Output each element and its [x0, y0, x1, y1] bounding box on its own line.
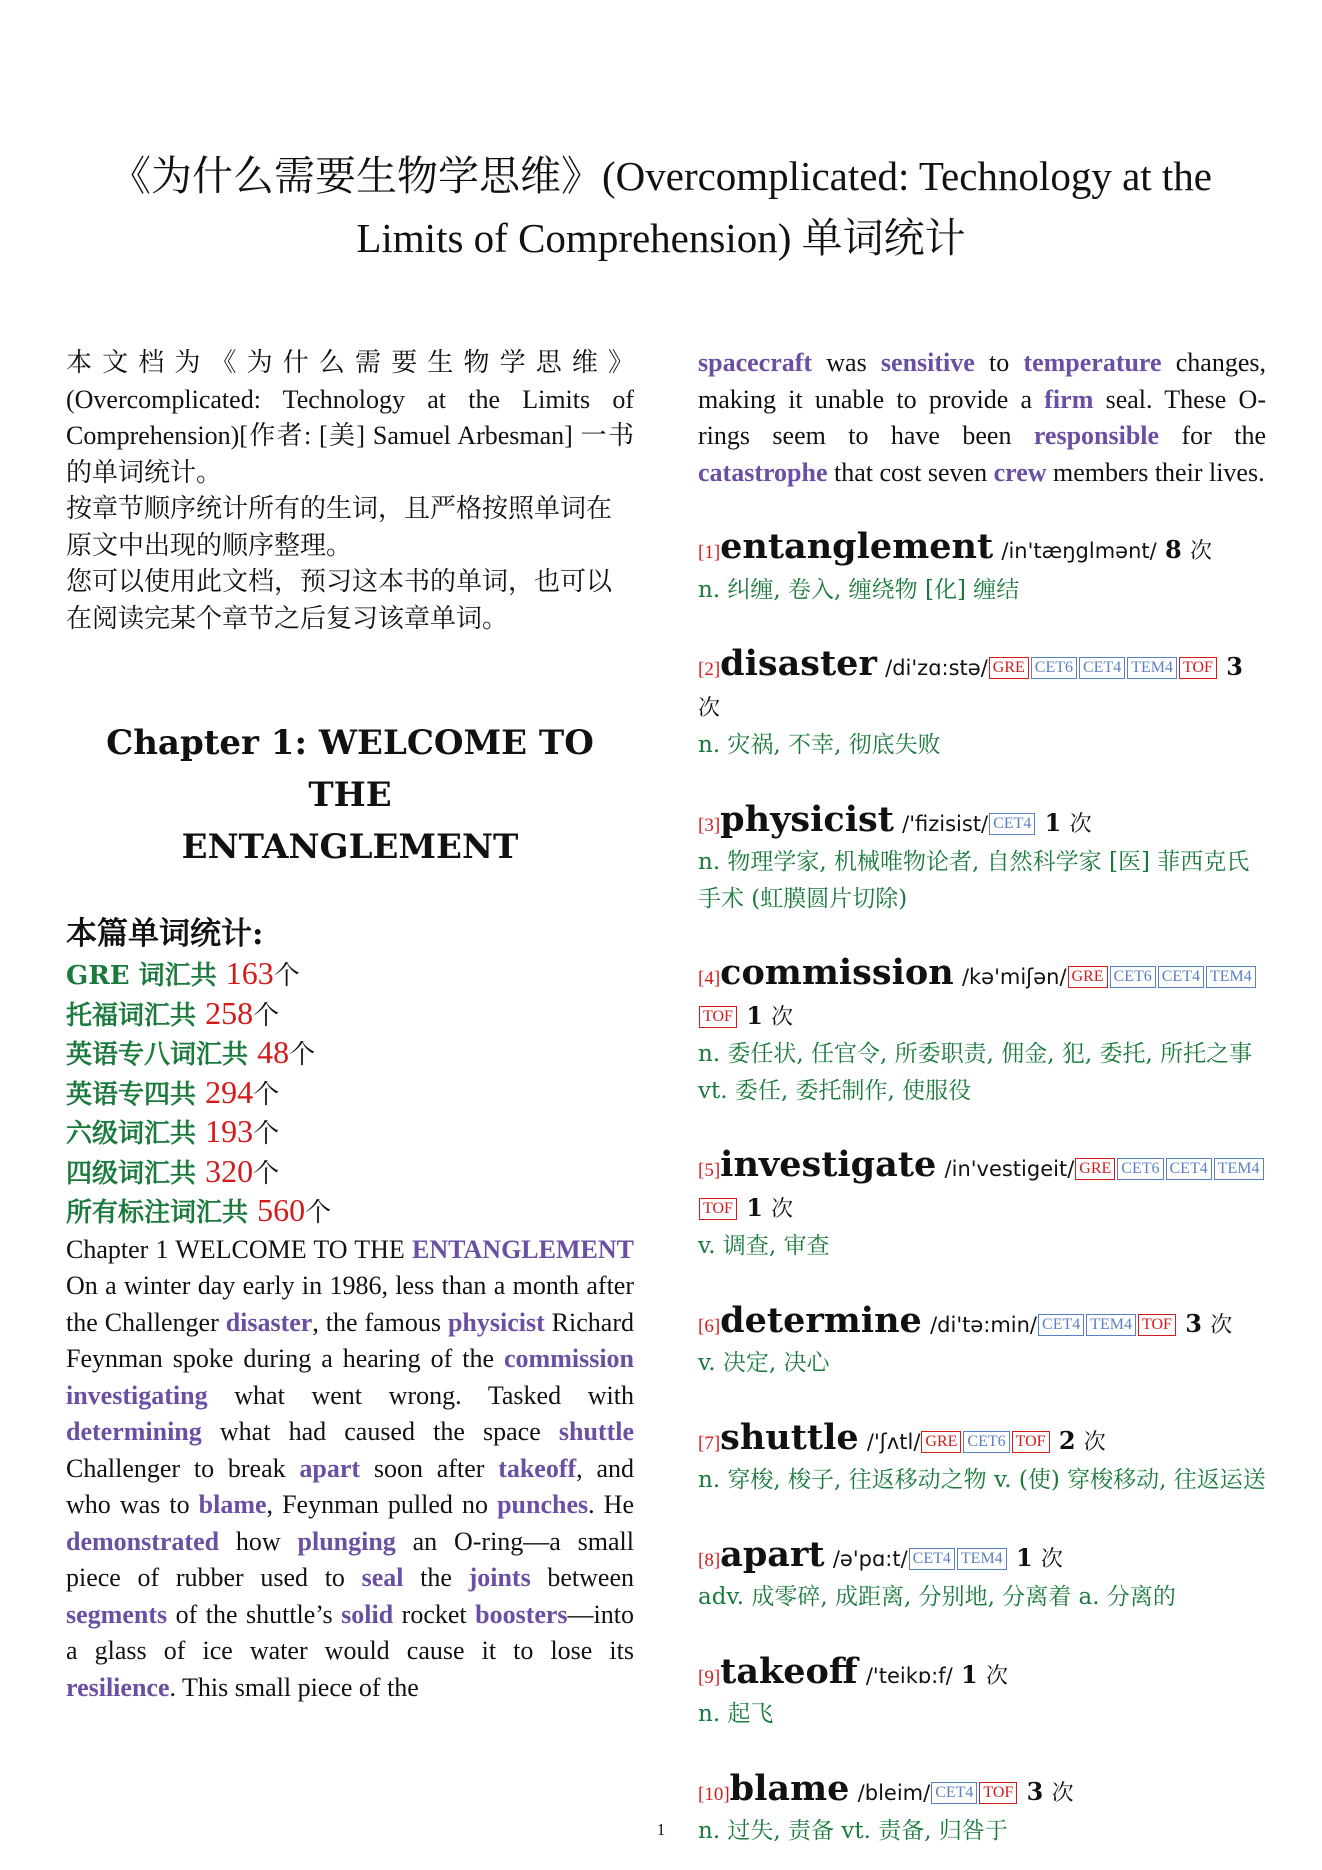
stat-line — [66, 995, 634, 1035]
tag-cet6: CET6 — [1117, 1158, 1163, 1180]
tag-cet4: CET4 — [931, 1782, 977, 1804]
keyword: blame — [198, 1490, 267, 1519]
stat-unit: 个 — [253, 1079, 280, 1110]
entry-phonetic: /in'vestigeit/ — [944, 1157, 1075, 1181]
word-entry — [698, 952, 1266, 1109]
text-segment: . He — [588, 1490, 634, 1519]
entry-word: shuttle — [720, 1416, 859, 1458]
tag-gre: GRE — [1068, 966, 1108, 988]
text-segment: Chapter 1 WELCOME TO THE — [66, 1234, 412, 1264]
stat-label: 四级词汇共 — [66, 1158, 206, 1189]
keyword: plunging — [297, 1526, 396, 1556]
tag-tof: TOF — [1179, 657, 1217, 679]
stat-value: 294 — [205, 1073, 254, 1110]
stat-value: 163 — [225, 955, 274, 991]
entry-definition: n. 委任状, 任官令, 所委职责, 佣金, 犯, 委托, 所托之事 — [698, 1041, 1253, 1067]
keyword: joints — [468, 1563, 531, 1592]
entry-count: 1 — [746, 1192, 763, 1222]
tag-gre: GRE — [989, 657, 1029, 679]
keyword: solid — [341, 1599, 394, 1629]
keyword: boosters — [475, 1599, 568, 1629]
keyword: investigating — [66, 1380, 208, 1410]
text-segment: members their lives. — [1046, 457, 1265, 487]
text-segment: , and who was to — [66, 1453, 634, 1519]
keyword: firm — [1044, 384, 1094, 414]
keyword: disaster — [225, 1307, 313, 1337]
keyword: temperature — [1023, 348, 1162, 377]
entry-word: investigate — [720, 1144, 937, 1185]
tag-tem4: TEM4 — [1086, 1314, 1136, 1336]
text-segment: changes, making it unable to provide a — [698, 348, 1266, 414]
left-column — [66, 345, 634, 1706]
keyword: physicist — [447, 1307, 545, 1337]
entry-count: 3 — [1226, 652, 1243, 681]
stat-line — [66, 955, 634, 995]
entry-word: disaster — [720, 643, 877, 684]
entry-index: [7] — [698, 1432, 721, 1454]
stat-unit: 个 — [253, 1158, 280, 1189]
entry-definition: vt. 委任, 委托制作, 使服役 — [698, 1077, 972, 1104]
entry-word: commission — [720, 952, 954, 993]
entry-index: [6] — [698, 1315, 721, 1337]
entry-index: [2] — [698, 659, 721, 680]
keyword: commission — [504, 1344, 634, 1373]
stat-value: 258 — [205, 994, 254, 1031]
entry-definition: n. 纠缠, 卷入, 缠绕物 [化] 缠结 — [698, 576, 1020, 603]
entry-definition: n. 穿梭, 梭子, 往返移动之物 v. (使) 穿梭移动, 往返运送 — [698, 1467, 1266, 1493]
entry-count: 3 — [1026, 1776, 1044, 1806]
stat-label: GRE 词汇共 — [66, 961, 226, 991]
entry-phonetic: /'fizisist/ — [902, 811, 989, 836]
entry-count: 2 — [1058, 1425, 1076, 1455]
entry-phonetic: /'ʃʌtl/ — [866, 1429, 921, 1454]
tag-tof: TOF — [699, 1006, 737, 1028]
entry-index: [3] — [698, 814, 721, 836]
entry-count-unit: 次 — [1189, 539, 1212, 564]
entry-count-unit: 次 — [1069, 811, 1092, 837]
page-number: 1 — [656, 1820, 666, 1839]
stat-unit: 个 — [253, 1000, 280, 1031]
tag-tof: TOF — [1138, 1314, 1176, 1336]
text-segment: —into a glass of ice water would cause it to lose its — [66, 1599, 634, 1665]
text-segment: , the famous — [312, 1307, 448, 1337]
tag-tem4: TEM4 — [1206, 966, 1256, 988]
entry-count-unit: 次 — [771, 1004, 794, 1030]
entry-phonetic: /di'zɑ:stə/ — [885, 656, 988, 680]
entry-definition: n. 物理学家, 机械唯物论者, 自然科学家 [医] 菲西克氏手术 (虹膜圆片切除) — [698, 849, 1250, 912]
entry-count-unit: 次 — [771, 1196, 794, 1222]
text-segment: of the shuttle’s — [167, 1599, 342, 1629]
entry-phonetic: /bleim/ — [857, 1780, 931, 1805]
keyword: crew — [993, 457, 1047, 487]
keyword: takeoff — [498, 1453, 577, 1483]
tag-cet6: CET6 — [1110, 966, 1156, 988]
entry-word: blame — [729, 1767, 850, 1809]
stats-list — [66, 955, 634, 1232]
tag-tof: TOF — [979, 1782, 1017, 1804]
intro-paragraph-3: 您可以使用此文档，预习这本书的单词，也可以在阅读完某个章节之后复习该章单词。 — [66, 567, 613, 633]
tag-tof: TOF — [699, 1198, 737, 1220]
keyword: ENTANGLEMENT — [412, 1234, 634, 1264]
text-segment: rocket — [393, 1599, 476, 1629]
entry-index: [1] — [698, 542, 721, 563]
entry-count: 8 — [1164, 535, 1182, 564]
entry-count: 1 — [1044, 807, 1062, 837]
tag-cet4: CET4 — [989, 813, 1035, 835]
keyword: demonstrated — [66, 1526, 220, 1556]
text-segment: for the — [1159, 421, 1266, 450]
title-line-1: 《为什么需要生物学思维》(Overcomplicated: Technology at the — [109, 153, 1212, 199]
keyword: seal — [361, 1563, 404, 1592]
chapter-text-right — [698, 345, 1266, 491]
entry-count-unit: 次 — [985, 1663, 1008, 1689]
stat-unit: 个 — [305, 1198, 332, 1228]
entry-definition: n. 灾祸, 不幸, 彻底失败 — [698, 732, 941, 758]
entry-word: takeoff — [720, 1650, 858, 1692]
word-entry — [698, 643, 1266, 764]
entry-head — [698, 526, 1266, 572]
entry-word: physicist — [720, 798, 894, 840]
tag-gre: GRE — [1075, 1158, 1115, 1180]
keyword: responsible — [1033, 421, 1160, 450]
tag-tem4: TEM4 — [1214, 1158, 1264, 1180]
entry-head — [698, 1650, 1266, 1697]
stat-line — [66, 1113, 634, 1153]
keyword: segments — [66, 1599, 168, 1629]
tag-cet6: CET6 — [963, 1431, 1009, 1453]
keyword: sensitive — [880, 348, 975, 377]
text-segment: Challenger to break — [66, 1453, 300, 1483]
text-segment: what had caused the space — [201, 1417, 559, 1446]
tag-tem4: TEM4 — [957, 1548, 1007, 1570]
entry-phonetic: /kə'miʃən/ — [961, 965, 1067, 989]
stat-value: 320 — [205, 1152, 254, 1189]
entry-head — [698, 1299, 1266, 1346]
chapter-title-line-1: Chapter 1: WELCOME TO THE — [106, 723, 594, 815]
right-column — [698, 345, 1266, 1850]
word-entry — [698, 1299, 1266, 1382]
stat-value: 193 — [205, 1113, 254, 1149]
stat-label: 托福词汇共 — [66, 1000, 206, 1031]
entry-definition: n. 起飞 — [698, 1701, 774, 1727]
entry-definition: v. 决定, 决心 — [698, 1350, 830, 1376]
tag-cet4: CET4 — [1166, 1158, 1212, 1180]
text-segment: soon after — [360, 1453, 499, 1483]
tag-cet4: CET4 — [1038, 1314, 1084, 1336]
entry-count-unit: 次 — [1210, 1312, 1233, 1338]
stat-line — [66, 1192, 634, 1232]
tag-cet4: CET4 — [1158, 966, 1204, 988]
entry-head — [698, 643, 1266, 727]
tag-tof: TOF — [1012, 1431, 1050, 1453]
entry-count-unit: 次 — [1051, 1780, 1074, 1806]
entry-index: [4] — [698, 968, 721, 989]
tag-gre: GRE — [921, 1431, 961, 1453]
stat-line — [66, 1074, 634, 1114]
stat-line — [66, 1034, 634, 1074]
stat-unit: 个 — [273, 961, 300, 991]
entry-head — [698, 1416, 1266, 1463]
intro-paragraph-2: 按章节顺序统计所有的生词，且严格按照单词在原文中出现的顺序整理。 — [66, 494, 613, 560]
chapter-text-left — [66, 1232, 634, 1707]
entry-definition: adv. 成零碎, 成距离, 分别地, 分离着 a. 分离的 — [698, 1584, 1176, 1610]
text-segment: . This small piece of the — [169, 1672, 419, 1702]
word-entry — [698, 526, 1266, 608]
stat-line — [66, 1153, 634, 1193]
entry-count-unit: 次 — [1083, 1429, 1106, 1455]
entry-count: 3 — [1185, 1308, 1202, 1338]
keyword: resilience — [66, 1672, 170, 1702]
text-segment: Richard Feynman spoke during a hearing of the — [66, 1307, 634, 1373]
word-entry — [698, 1144, 1266, 1265]
stat-label: 六级词汇共 — [66, 1119, 206, 1149]
stat-label: 英语专八词汇共 — [66, 1040, 258, 1070]
entry-phonetic: /'teikɒ:f/ — [865, 1663, 953, 1688]
entry-phonetic: /ə'pɑ:t/ — [832, 1546, 908, 1571]
entry-head — [698, 952, 1266, 1036]
text-segment: was — [812, 348, 881, 377]
text-segment: between — [530, 1563, 635, 1592]
text-segment: the — [403, 1563, 469, 1592]
entry-word: determine — [720, 1299, 922, 1341]
title-line-2: Limits of Comprehension) 单词统计 — [356, 215, 966, 261]
entry-head — [698, 1144, 1266, 1228]
stat-label: 所有标注词汇共 — [66, 1198, 258, 1228]
word-entry — [698, 1650, 1266, 1733]
intro-paragraph-1: 本文档为《为什么需要生物学思维》(Overcomplicated: Technology at the Limits of Comprehension)[作者: [美] Samuel Arbesman] 一书的单词统计。 — [66, 348, 634, 487]
entry-word: entanglement — [720, 526, 994, 567]
text-segment: an O-ring—a small piece of rubber used to — [66, 1526, 634, 1592]
stat-unit: 个 — [289, 1040, 316, 1070]
text-segment: that cost seven — [827, 457, 994, 487]
word-entries — [698, 526, 1266, 1850]
entry-head — [698, 1767, 1266, 1814]
stat-value: 48 — [257, 1034, 290, 1070]
stat-label: 英语专四共 — [66, 1079, 206, 1110]
tag-cet4: CET4 — [1079, 657, 1125, 679]
keyword: apart — [299, 1453, 361, 1483]
chapter-title — [66, 717, 634, 873]
entry-index: [8] — [698, 1549, 721, 1571]
stat-unit: 个 — [253, 1119, 280, 1149]
text-segment: On a winter day early in 1986, less than a month after the Challenger — [66, 1271, 634, 1337]
tag-cet6: CET6 — [1031, 657, 1077, 679]
keyword: spacecraft — [698, 348, 813, 377]
text-segment: , Feynman pulled no — [266, 1490, 498, 1519]
entry-count: 1 — [1015, 1542, 1033, 1572]
text-segment: to — [974, 348, 1024, 377]
tag-tem4: TEM4 — [1127, 657, 1177, 679]
stat-value: 560 — [257, 1192, 306, 1228]
chapter-title-line-2: ENTANGLEMENT — [181, 827, 519, 867]
entry-definition: n. 过失, 责备 vt. 责备, 归咎于 — [698, 1818, 1008, 1844]
word-entry — [698, 1416, 1266, 1499]
keyword: catastrophe — [698, 457, 828, 487]
word-entry — [698, 798, 1266, 918]
keyword: punches — [497, 1490, 589, 1519]
keyword: shuttle — [558, 1417, 634, 1446]
entry-count-unit: 次 — [698, 695, 721, 721]
entry-definition: v. 调查, 审查 — [698, 1233, 830, 1259]
entry-index: [10] — [698, 1783, 730, 1805]
text-segment: what went wrong. Tasked with — [207, 1380, 634, 1410]
entry-count: 1 — [961, 1659, 978, 1689]
entry-count-unit: 次 — [1040, 1546, 1063, 1572]
stats-heading: 本篇单词统计: — [66, 916, 264, 952]
entry-count: 1 — [746, 1000, 763, 1030]
text-segment: how — [219, 1526, 298, 1556]
word-entry — [698, 1533, 1266, 1616]
entry-phonetic: /in'tæŋglmənt/ — [1001, 539, 1157, 563]
entry-head — [698, 798, 1266, 845]
document-title — [60, 145, 1262, 269]
entry-index: [5] — [698, 1160, 721, 1181]
text-segment: seal. These O-rings seem to have been — [698, 384, 1266, 450]
entry-phonetic: /di'tə:min/ — [930, 1312, 1038, 1337]
keyword: determining — [66, 1417, 202, 1446]
entry-head — [698, 1533, 1266, 1580]
entry-index: [9] — [698, 1666, 721, 1688]
entry-word: apart — [720, 1533, 825, 1575]
tag-cet4: CET4 — [909, 1548, 955, 1570]
